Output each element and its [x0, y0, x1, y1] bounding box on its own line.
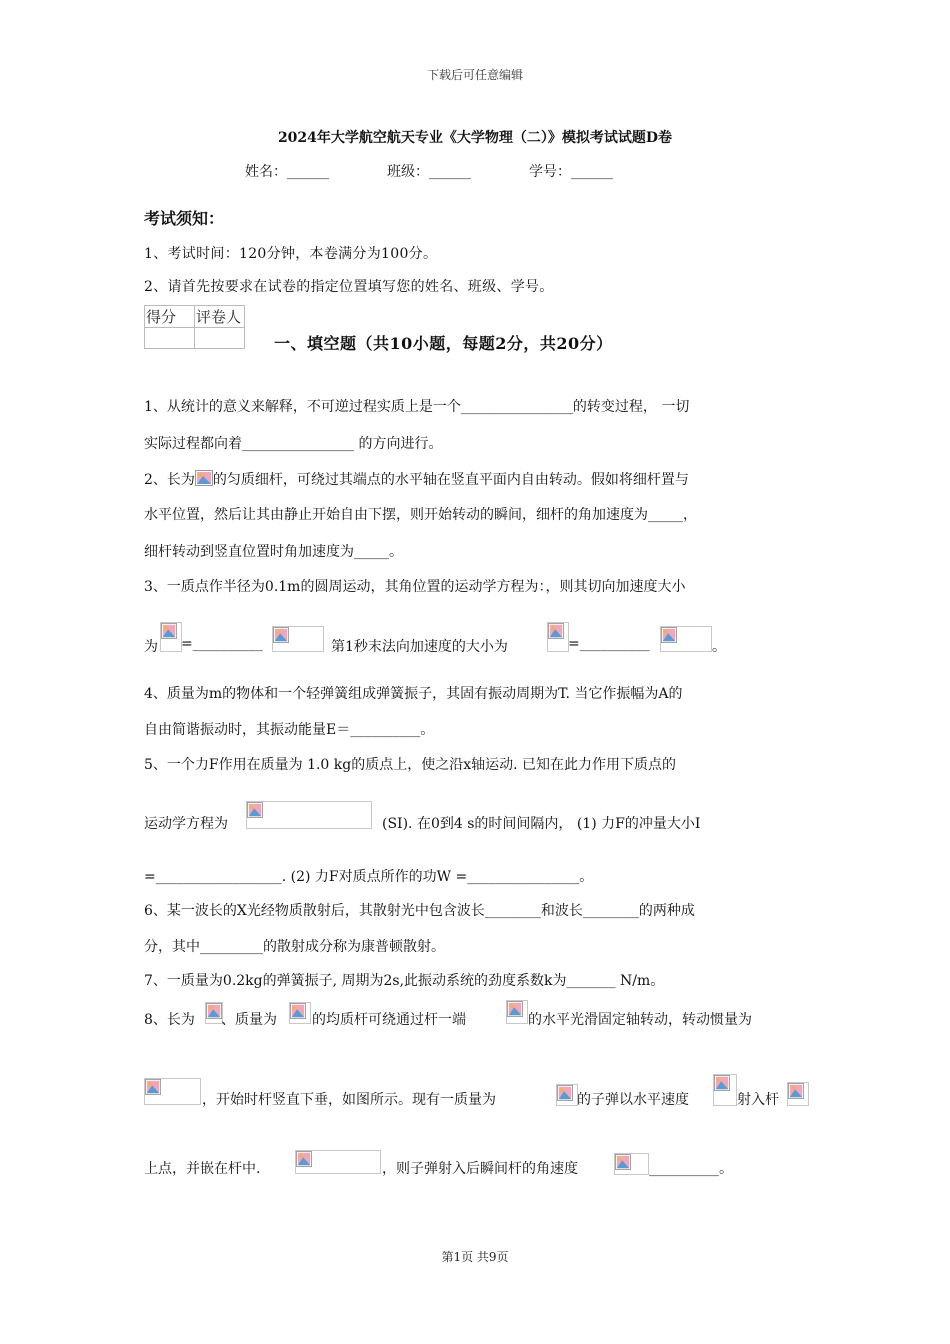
broken-image-icon: [661, 627, 677, 643]
question-5-line-1: 5、一个力F作用在质量为 1.0 kg的质点上，使之沿x轴运动. 已知在此力作用下质点的: [144, 757, 677, 773]
question-1-line-2: 实际过程都向着________________ 的方向进行。: [144, 436, 443, 452]
formula-image-placeholder: [272, 626, 324, 652]
question-3-blank-2: =__________: [568, 636, 650, 652]
question-8-text-8: 上点，并嵌在杆中.: [144, 1161, 261, 1177]
question-8-text-4: 的水平光滑固定轴转动，转动惯量为: [528, 1012, 752, 1028]
question-2-line-2: 水平位置，然后让其由静止开始自由下摆，则开始转动的瞬间，细杆的角加速度为_____，: [144, 507, 697, 523]
broken-image-icon: [296, 1151, 312, 1167]
broken-image-icon: [145, 1079, 161, 1095]
formula-image-placeholder: [547, 622, 569, 652]
formula-image-placeholder: [660, 626, 712, 652]
question-8-text-6: 的子弹以水平速度: [577, 1092, 689, 1108]
formula-image-placeholder: [713, 1074, 737, 1106]
broken-image-icon: [557, 1085, 573, 1101]
grader-header: 评卷人: [195, 306, 245, 328]
formula-image-placeholder: [246, 801, 372, 829]
question-3-label-wei: 为: [144, 639, 158, 655]
question-8-text-5: ，开始时杆竖直下垂，如图所示。现有一质量为: [202, 1092, 496, 1108]
question-8-text-7: 射入杆: [737, 1092, 779, 1108]
broken-image-icon: [507, 1001, 523, 1017]
notice-item-2: 2、请首先按要求在试卷的指定位置填写您的姓名、班级、学号。: [144, 279, 554, 295]
broken-image-icon: [714, 1075, 730, 1091]
broken-image-icon: [615, 1154, 631, 1170]
formula-image-placeholder: [556, 1084, 578, 1106]
question-7: 7、一质量为0.2kg的弹簧振子, 周期为2s,此振动系统的劲度系数k为_______ N/m。: [144, 973, 665, 989]
formula-image-placeholder: [144, 1078, 201, 1105]
question-3-line-1: 3、一质点作半径为0.1m的圆周运动，其角位置的运动学方程为：，则其切向加速度大小: [144, 579, 686, 595]
question-3-blank-1: =__________: [181, 636, 263, 652]
question-5-line-2-text: (SI). 在0到4 s的时间间隔内， (1) 力F的冲量大小I: [382, 816, 701, 832]
question-2-line-1: [144, 470, 808, 489]
broken-image-icon: [788, 1083, 804, 1099]
broken-image-icon: [548, 623, 564, 639]
question-2-text: 的匀质细杆，可绕过其端点的水平轴在竖直平面内自由转动。假如将细杆置与: [212, 472, 689, 488]
question-5-line-3: =__________________. (2) 力F对质点所作的功W =________________。: [144, 869, 594, 885]
question-1-line-1: 1、从统计的意义来解释，不可逆过程实质上是一个________________的转变过程， 一切: [144, 399, 690, 415]
broken-image-icon: [206, 1003, 222, 1019]
score-cell: [145, 328, 195, 349]
name-field-label: 姓名：______: [245, 164, 329, 180]
page-footer: 第1页 共9页: [441, 1250, 509, 1264]
formula-image-placeholder: [787, 1082, 809, 1106]
grader-cell: [195, 328, 245, 349]
formula-image-placeholder: [506, 1000, 528, 1024]
question-5-equation-label: 运动学方程为: [144, 816, 228, 832]
section-title: 一、填空题（共10小题，每题2分，共20分）: [274, 334, 613, 353]
question-8-text-2: 、质量为: [221, 1012, 277, 1028]
question-2-prefix: 2、长为: [144, 472, 195, 488]
formula-image-placeholder: [614, 1153, 649, 1175]
notice-title: 考试须知：: [144, 209, 225, 228]
notice-item-1: 1、考试时间：120分钟，本卷满分为100分。: [144, 246, 438, 262]
question-4-line-1: 4、质量为m的物体和一个轻弹簧组成弹簧振子，其固有振动周期为T. 当它作振幅为A的: [144, 686, 683, 702]
formula-image-placeholder: [295, 1150, 381, 1174]
question-8-text-1: 8、长为: [144, 1012, 195, 1028]
broken-image-icon: [290, 1003, 306, 1019]
question-6-line-1: 6、某一波长的X光经物质散射后，其散射光中包含波长________和波长________的两种成: [144, 903, 695, 919]
question-6-line-2: 分，其中_________的散射成分称为康普顿散射。: [144, 939, 445, 955]
exam-title: 2024年大学航空航天专业《大学物理（二）》模拟考试试题D卷: [277, 130, 673, 146]
student-id-field-label: 学号：______: [529, 164, 613, 180]
broken-image-icon: [161, 623, 177, 639]
formula-image-placeholder: [160, 622, 182, 652]
question-8-text-9: ，则子弹射入后瞬间杆的角速度: [382, 1161, 578, 1177]
formula-image-placeholder: [289, 1002, 311, 1024]
question-3-end: 。: [712, 639, 726, 655]
score-header: 得分: [145, 306, 195, 328]
question-8-text-3: 的均质杆可绕通过杆一端: [312, 1012, 466, 1028]
broken-image-icon: [273, 627, 289, 643]
broken-image-icon: [247, 802, 263, 818]
question-2-line-3: 细杆转动到竖直位置时角加速度为_____。: [144, 544, 403, 560]
question-8-blank: __________。: [649, 1161, 733, 1177]
broken-image-icon: [195, 470, 213, 486]
question-3-normal-acc-text: 第1秒末法向加速度的大小为: [331, 639, 508, 655]
header-note: 下载后可任意编辑: [426, 68, 523, 82]
class-field-label: 班级：______: [387, 164, 471, 180]
question-4-line-2: 自由简谐振动时，其振动能量E＝__________。: [144, 722, 435, 738]
score-table: [144, 305, 245, 349]
